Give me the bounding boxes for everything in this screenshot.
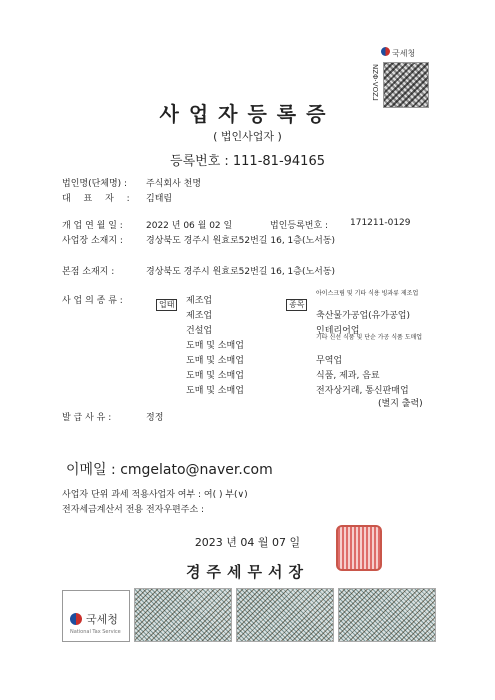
tax-unit-text: 사업자 단위 과세 적용사업자 여부 : 여( ) 부(∨): [62, 490, 248, 500]
vertical-code: ΓΖΟΛ·ΦΖΝ: [372, 64, 380, 101]
rep-label: 대 표 자 :: [62, 194, 135, 204]
corp-reg-label: 법인등록번호 :: [270, 221, 329, 231]
hq-label: 본점 소재지 :: [62, 267, 115, 277]
security-pattern-1: [134, 588, 232, 642]
item-row-5: 식품, 제과, 음료: [316, 371, 380, 381]
item-row-2: 인테리어업: [316, 326, 360, 336]
nts-top-label: 국세청: [392, 49, 416, 58]
item-row-3: 기타 신선 식품 및 단순 가공 식품 도매업: [316, 334, 423, 341]
type-row-2: 건설업: [186, 326, 213, 336]
issue-reason-label: 발 급 사 유 :: [62, 413, 112, 423]
type-row-3: 도매 및 소매업: [186, 341, 244, 351]
corp-name-label: 법인명(단체명) :: [62, 179, 128, 189]
item-row-1: 축산물가공업(유가공업): [316, 311, 410, 321]
item-row-6: 전자상거래, 통신판매업: [316, 386, 409, 396]
issue-reason-value: 정정: [146, 413, 164, 423]
corp-name-value: 주식회사 천명: [146, 179, 202, 189]
open-date-label: 개 업 연 월 일 :: [62, 221, 123, 231]
address-label: 사업장 소재지 :: [62, 236, 123, 246]
issue-date: 2023 년 04 월 07 일: [194, 536, 301, 549]
type-row-0: 제조업: [186, 296, 213, 306]
item-row-0: 아이스크림 및 기타 식용 빙과류 제조업: [316, 290, 419, 297]
business-type-label: 사 업 의 종 류 :: [62, 296, 123, 306]
rep-value: 김태림: [146, 194, 173, 204]
security-pattern-3: [338, 588, 436, 642]
tax-office-name: 경주세무서장: [186, 563, 309, 581]
registration-number: 등록번호 : 111-81-94165: [170, 154, 325, 169]
nts-emblem-icon: [381, 47, 390, 56]
hq-value: 경상북도 경주시 원효로52번길 16, 1층(노서동): [146, 267, 336, 277]
footer-logo-subtext: National Tax Service: [70, 629, 121, 635]
document-subtitle: ( 법인사업자 ): [213, 130, 282, 143]
type-row-4: 도매 및 소매업: [186, 356, 244, 366]
security-pattern-2: [236, 588, 334, 642]
open-date-value: 2022 년 06 월 02 일: [146, 221, 233, 231]
footer-logo-text: 국세청: [86, 613, 118, 626]
type-tag: 업태: [156, 292, 177, 311]
document-title: 사업자등록증: [159, 102, 336, 126]
address-value: 경상북도 경주시 원효로52번길 16, 1층(노서동): [146, 236, 336, 246]
type-row-5: 도매 및 소매업: [186, 371, 244, 381]
attached-note: (별지 출력): [378, 399, 423, 409]
e-tax-email-label: 전자세금계산서 전용 전자우편주소 :: [62, 505, 205, 515]
item-tag: 종목: [286, 292, 307, 311]
type-row-1: 제조업: [186, 311, 213, 321]
nts-logo-icon: [70, 613, 82, 625]
email-text: 이메일 : cmgelato@naver.com: [66, 462, 273, 478]
item-row-4: 무역업: [316, 356, 343, 366]
type-row-6: 도매 및 소매업: [186, 386, 244, 396]
corp-reg-value: 171211-0129: [350, 218, 411, 228]
